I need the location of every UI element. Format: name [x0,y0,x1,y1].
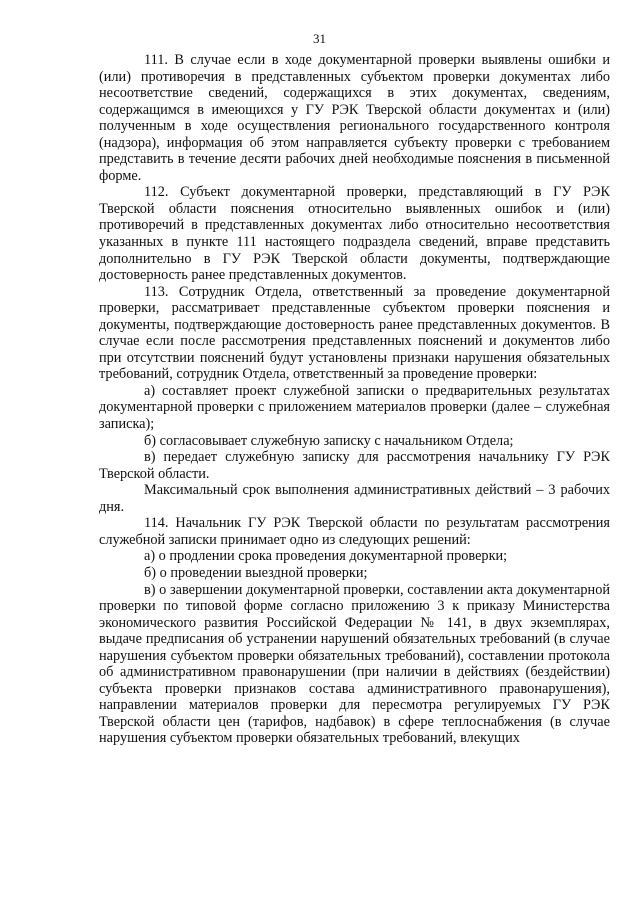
paragraph-113-max-time: Максимальный срок выполнения административных действий – 3 рабочих дня. [99,482,610,515]
paragraph-113-item-c: в) передает служебную записку для рассмотрения начальнику ГУ РЭК Тверской области. [99,449,610,482]
paragraph-114-item-c: в) о завершении документарной проверки, составлении акта документарной проверки по типовой форме согласно приложению 3 к приказу Министерства экономического развития Российской Федерации № 141, в двух экземплярах, выдаче предписания об устранении нарушений обязательных требований (в случае нарушения субъектом проверки обязательных требований), составлении протокола об административном правонарушении (при наличии в действиях (бездействии) субъекта проверки признаков состава административного правонарушения), направлении материалов проверки для пересмотра регулируемых ГУ РЭК Тверской области цен (тарифов, надбавок) в сфере теплоснабжения (в случае нарушения субъектом проверки обязательных требований, влекущих [99,581,610,747]
page-number: 31 [313,31,326,46]
paragraph-114-item-a: а) о продлении срока проведения документарной проверки; [144,548,508,565]
document-body [99,52,610,747]
paragraph-111: 111. В случае если в ходе документарной проверки выявлены ошибки и (или) противоречия в представленных субъектом проверки документах либо несоответствие сведений, содержащихся в этих документах, сведениям, содержащимся в имеющихся у ГУ РЭК Тверской области документах и (или) полученным в ходе осуществления регионального государственного контроля (надзора), информация об этом направляется субъекту проверки с требованием представить в течение десяти рабочих дней необходимые пояснения в письменной форме. [99,52,610,184]
paragraph-113-item-a: а) составляет проект служебной записки о предварительных результатах документарной проверки с приложением материалов проверки (далее – служебная записка); [99,382,610,433]
paragraph-114-item-b: б) о проведении выездной проверки; [144,564,368,581]
paragraph-112: 112. Субъект документарной проверки, представляющий в ГУ РЭК Тверской области пояснения относительно выявленных ошибок и (или) противоречий в представленных документах либо относительно несоответствия указанных в пункте 111 настоящего подраздела сведений, вправе представить дополнительно в ГУ РЭК Тверской области документы, подтверждающие достоверность ранее представленных документов. [99,184,610,284]
paragraph-114: 114. Начальник ГУ РЭК Тверской области по результатам рассмотрения служебной записки принимает одно из следующих решений: [99,515,610,548]
paragraph-113: 113. Сотрудник Отдела, ответственный за проведение документарной проверки, рассматривает представленные субъектом проверки пояснения и документы, подтверждающие достоверность ранее представленных документов. В случае если после рассмотрения представленных пояснений и документов либо при отсутствии пояснений будут установлены признаки нарушения обязательных требований, сотрудник Отдела, ответственный за проведение проверки: [99,283,610,383]
paragraph-113-item-b: б) согласовывает служебную записку с начальником Отдела; [144,432,514,449]
